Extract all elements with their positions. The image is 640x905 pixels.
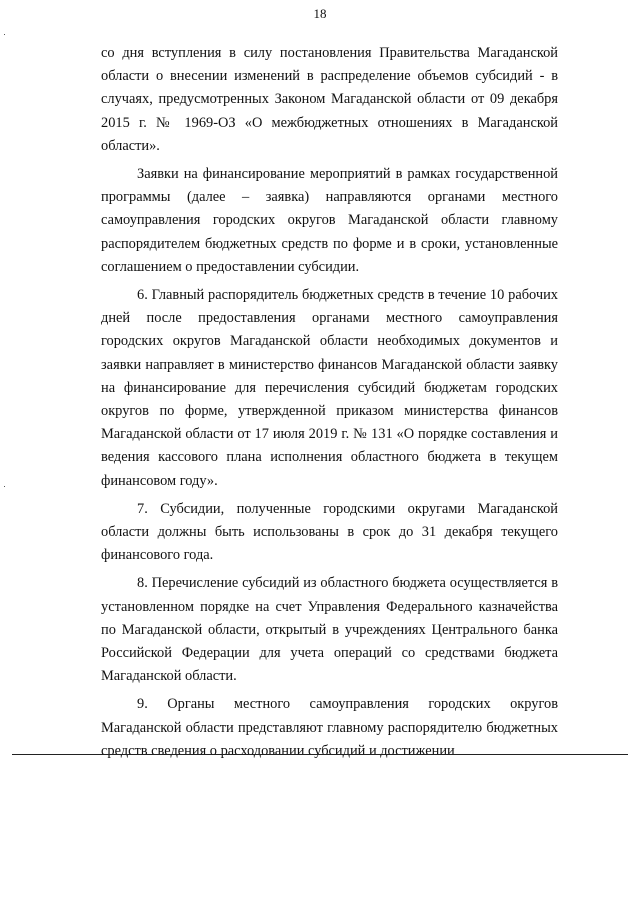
page-bottom-rule [12, 754, 628, 755]
paragraph-item-6: 6. Главный распорядитель бюджетных средств в течение 10 рабочих дней после предоставления органами местного самоуправления городских округов Магаданской области необходимых документов и заявки направляет в министерство финансов Магаданской области заявку на финансирование для перечисления субсидий бюджетам городских округов по форме, утвержденной приказом министерства финансов Магаданской области от 17 июля 2019 г. № 131 «О порядке составления и ведения кассового плана исполнения областного бюджета в текущем финансовом году». [101, 287, 558, 489]
paragraph-item-8: 8. Перечисление субсидий из областного бюджета осуществляется в установленном порядке на счет Управления Федерального казначейства по Магаданской области, открытый в учреждениях Центрального банка Российской Федерации для учета операций со средствами бюджета Магаданской области. [101, 575, 558, 685]
scan-edge-mark [4, 486, 5, 487]
paragraph-item-9: 9. Органы местного самоуправления городских округов Магаданской области представляют главному распорядителю бюджетных средств сведения о расходовании субсидий и достижении [101, 696, 558, 759]
paragraph-applications: Заявки на финансирование мероприятий в рамках государственной программы (далее – заявка) направляются органами местного самоуправления городских округов Магаданской области главному распорядителем бюджетных средств по форме и в сроки, установленные соглашением о предоставлении субсидии. [101, 166, 558, 275]
document-body [101, 42, 558, 763]
paragraph-item-7: 7. Субсидии, полученные городскими округами Магаданской области должны быть использованы в срок до 31 декабря текущего финансового года. [101, 500, 558, 564]
page-number: 18 [313, 6, 327, 21]
paragraph-continuation: со дня вступления в силу постановления Правительства Магаданской области о внесении изменений в распределение объемов субсидий - в случаях, предусмотренных Законом Магаданской области от 09 декабря 2015 г. № 1969-ОЗ «О межбюджетных отношениях в Магаданской области». [101, 45, 558, 154]
scan-edge-mark [4, 34, 5, 35]
